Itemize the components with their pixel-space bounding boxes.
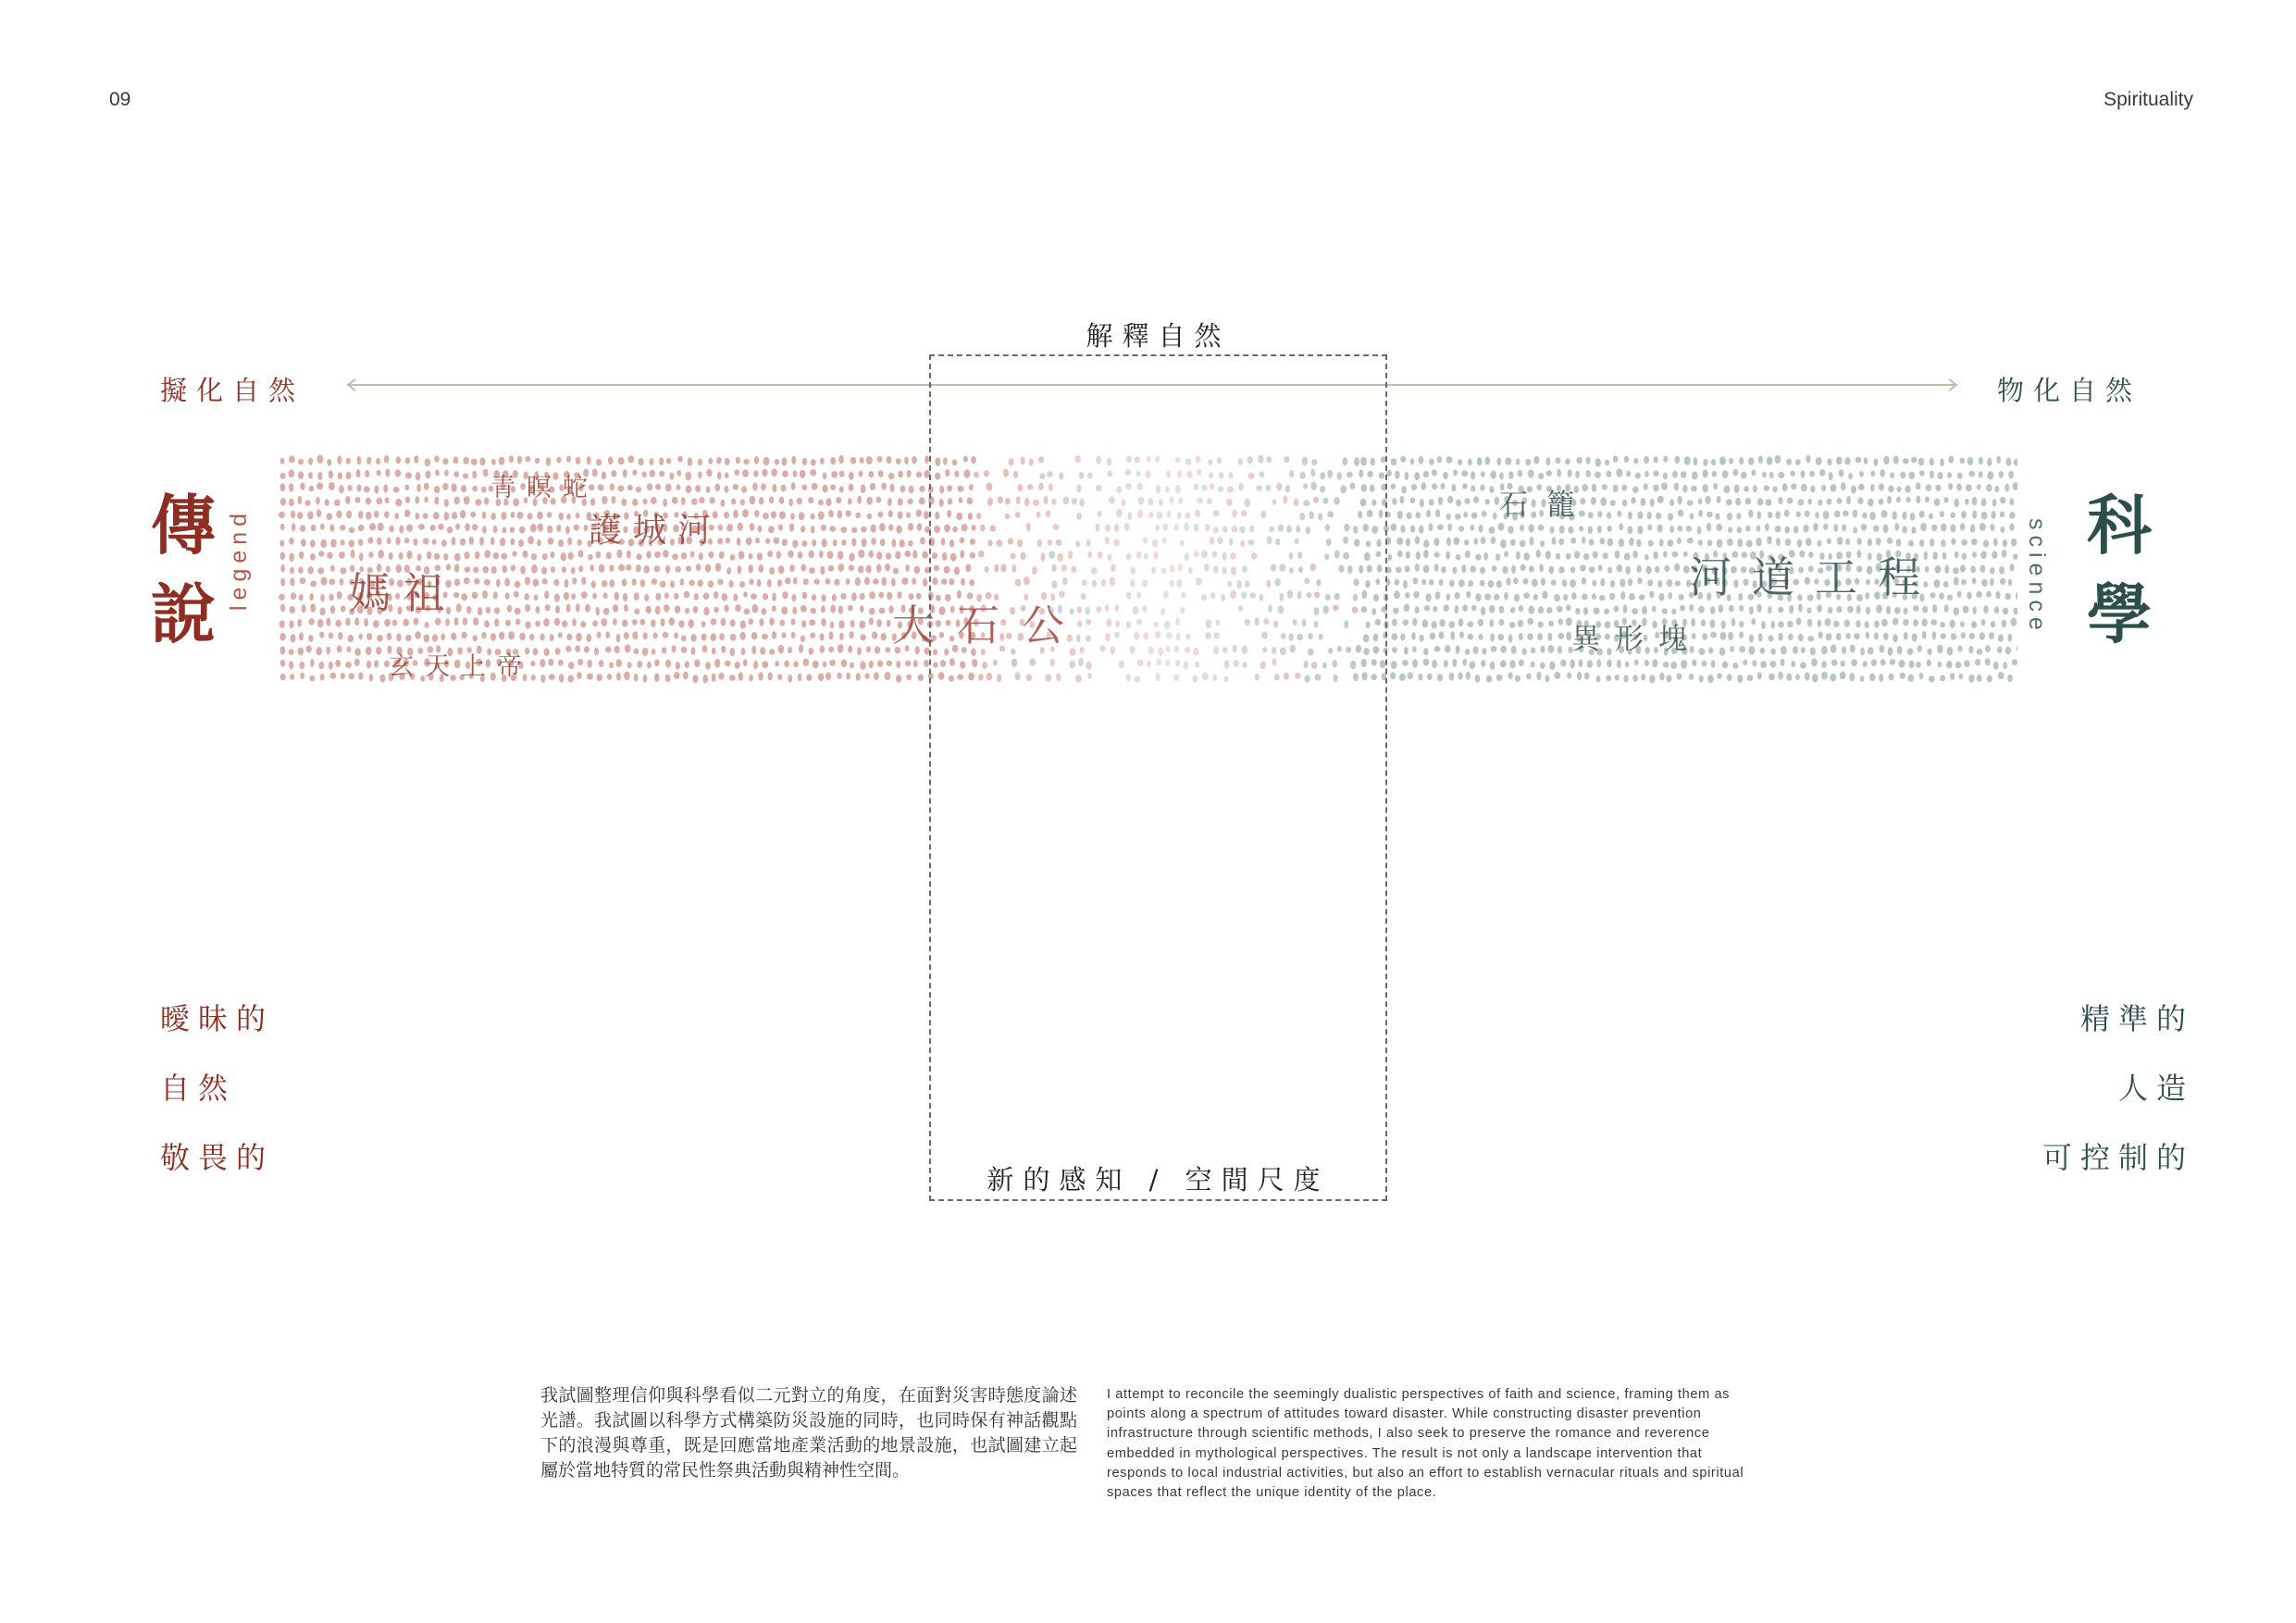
term-river-engineering: 河道工程 — [1689, 552, 1941, 602]
legend-label-en: legend — [226, 507, 252, 611]
axis-right-label: 物化自然 — [1997, 375, 2142, 406]
trait-natural: 自然 — [160, 1071, 237, 1106]
science-title: 科學 — [2087, 487, 2152, 652]
trait-controllable: 可控制的 — [2042, 1140, 2194, 1175]
trait-reverent: 敬畏的 — [160, 1140, 275, 1175]
page-number: 09 — [109, 89, 131, 110]
term-xuantian: 玄天上帝 — [389, 652, 533, 681]
axis-left-label: 擬化自然 — [160, 375, 305, 406]
trait-precise: 精準的 — [2079, 1001, 2194, 1036]
term-irregular-block: 異形塊 — [1571, 623, 1702, 656]
description-zh: 我試圖整理信仰與科學看似二元對立的角度，在面對災害時態度論述光譜。我試圖以科學方式構築防災設施的同時，也同時保有神話觀點下的浪漫與尊重，既是回應當地產業活動的地景設施，也試圖建立起屬於當地特質的常民性祭典活動與精神性空間。 — [540, 1385, 1077, 1481]
term-qingmingshe: 青瞑蛇 — [490, 474, 599, 502]
legend-title: 傳說 — [151, 487, 216, 652]
trait-artificial: 人造 — [2117, 1071, 2194, 1106]
section-title: Spirituality — [2104, 89, 2193, 110]
center-bottom-label: 新的感知 / 空間尺度 — [987, 1164, 1330, 1196]
center-top-label: 解釋自然 — [1086, 320, 1231, 352]
term-dashigong: 大石公 — [892, 601, 1086, 650]
science-label-en: science — [2024, 518, 2050, 636]
center-frame — [929, 354, 1387, 1201]
term-moat: 護城河 — [589, 512, 723, 550]
trait-ambiguous: 曖昧的 — [160, 1001, 275, 1036]
description-en: I attempt to reconcile the seemingly dualistic perspectives of faith and science, framing them as points along a spectrum of attitudes toward disaster. While constructing disaster prevention infrastructure through scientific methods, I also seek to preserve the romance and reverence embedded in mythological perspectives. The result is not only a landscape intervention that responds to local industrial activities, but also an effort to establish vernacular rituals and spiritual spaces that reflect the unique identity of the place. — [1107, 1387, 1744, 1501]
term-gabion: 石籠 — [1499, 489, 1594, 522]
term-mazu: 媽祖 — [349, 568, 456, 618]
